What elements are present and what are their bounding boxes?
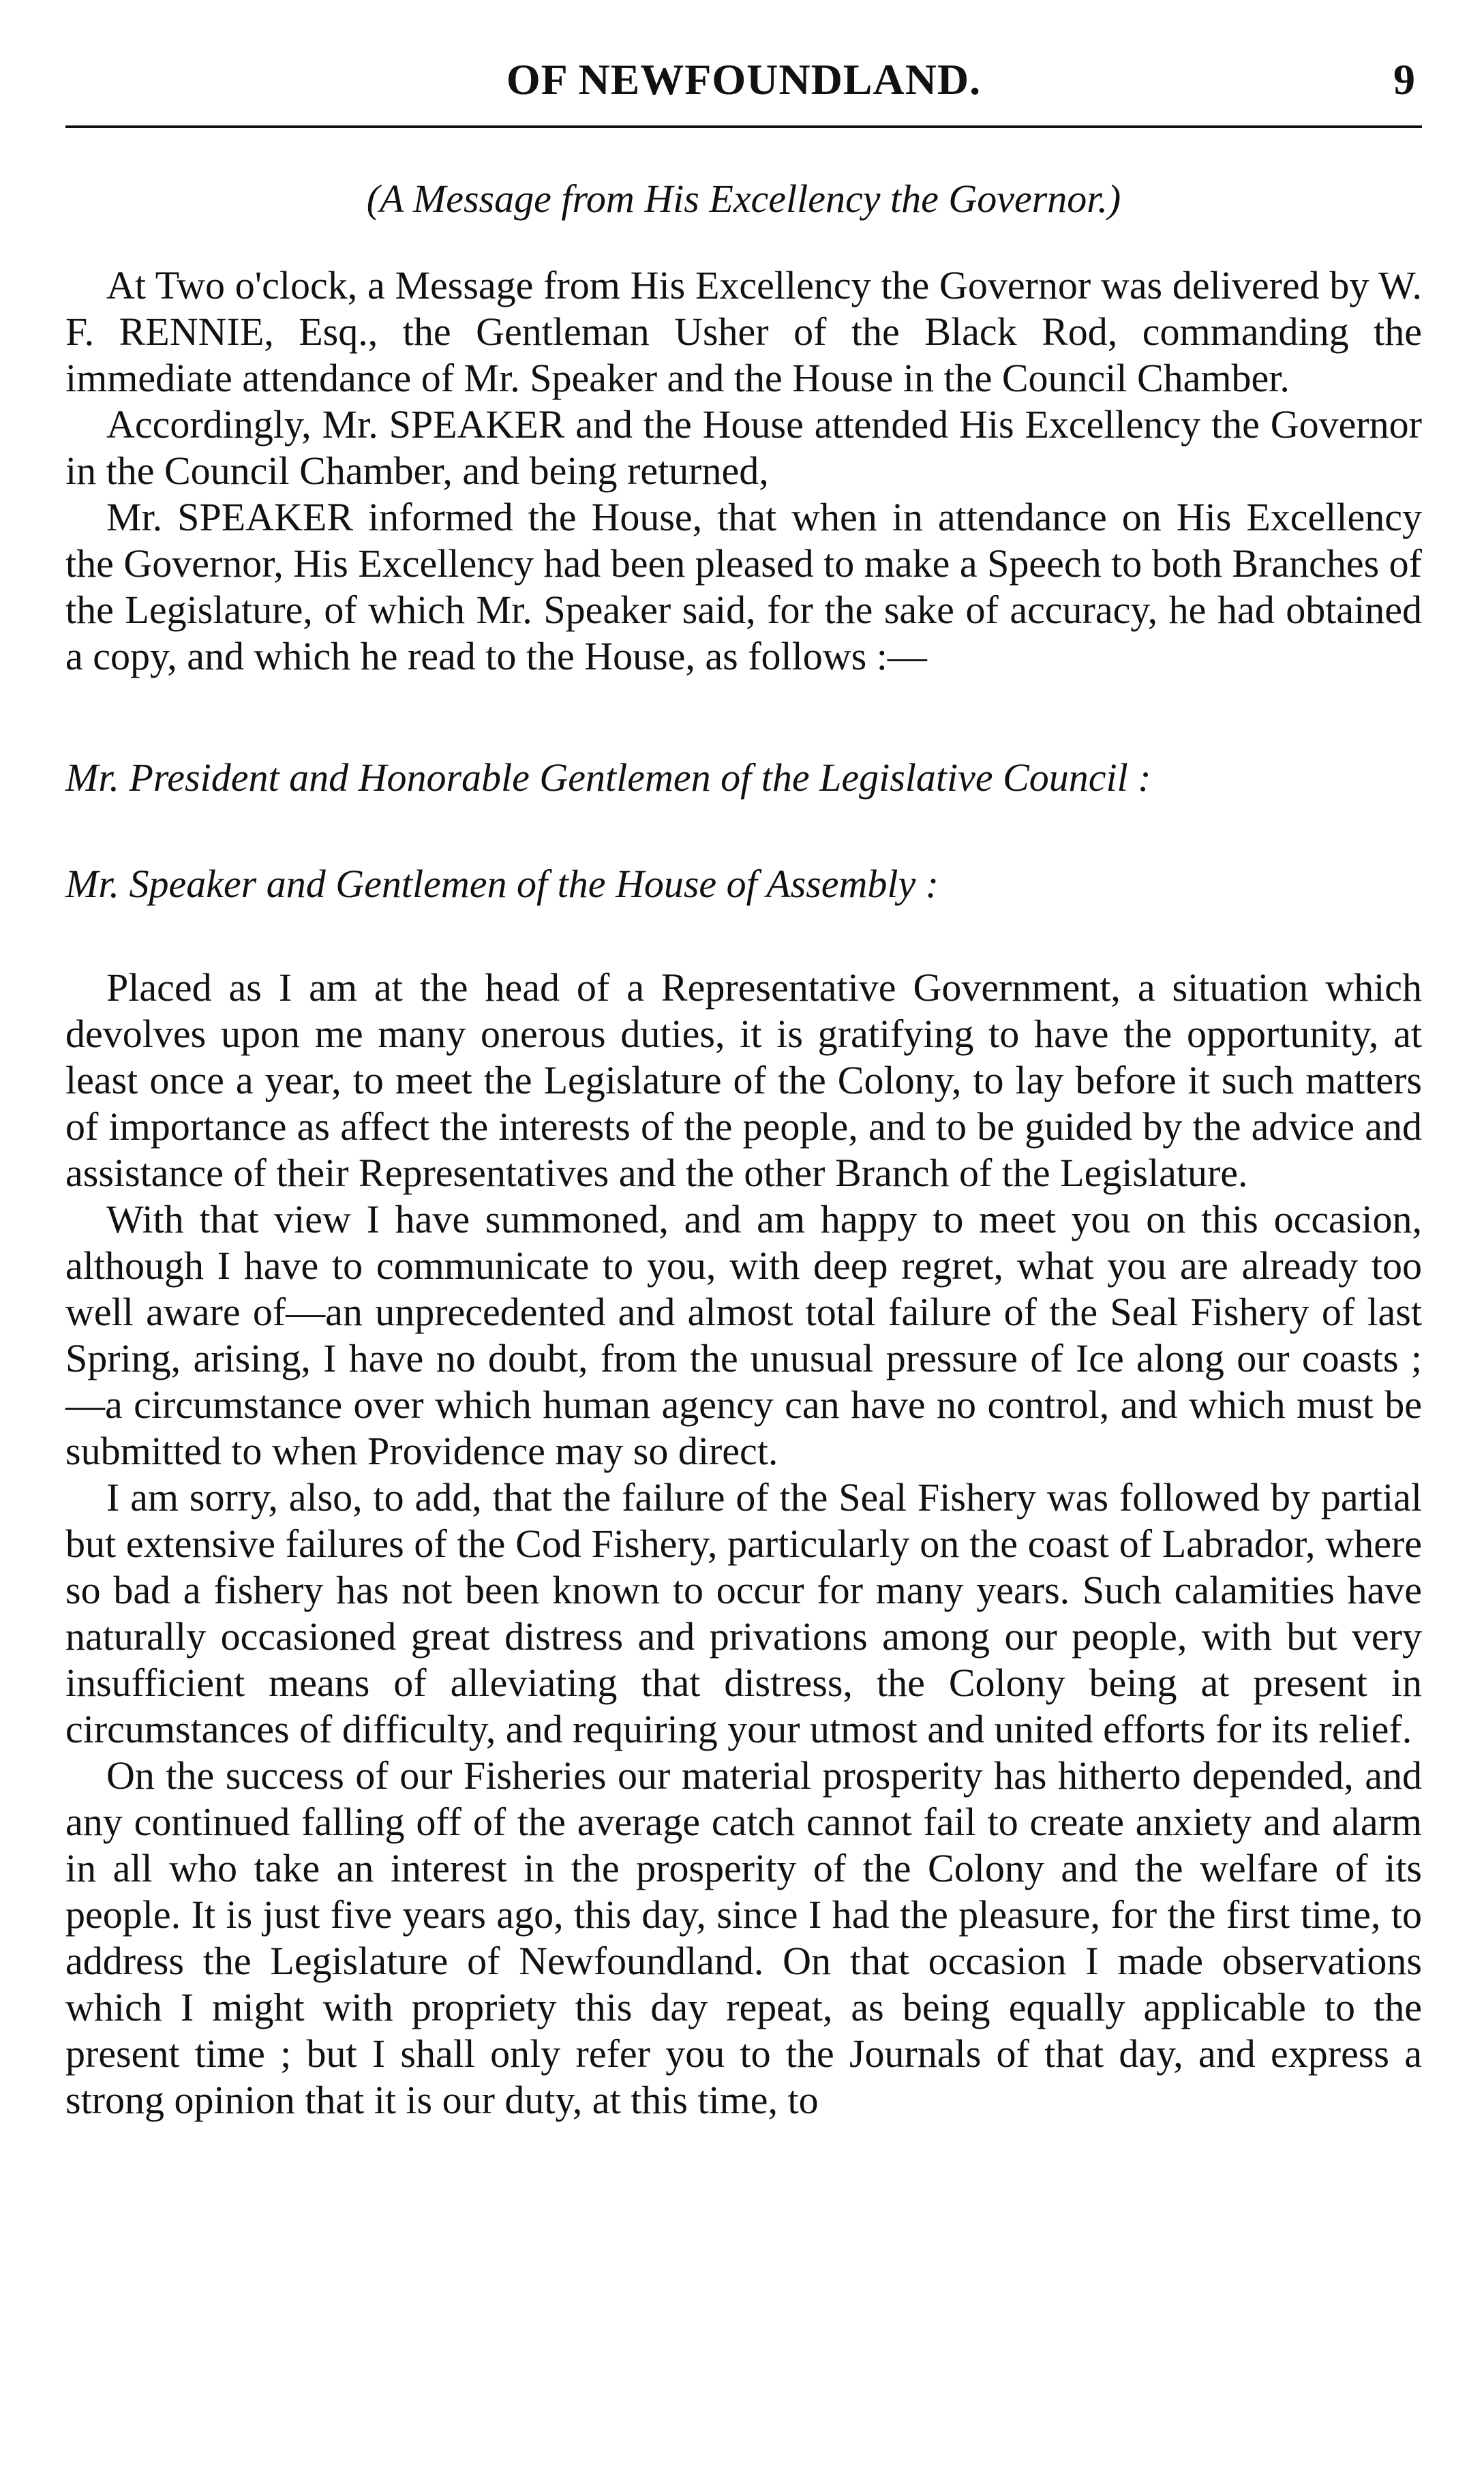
speech-paragraph-2: With that view I have summoned, and am happy to meet you on this occasion, although I have to communicate to you, with deep regret, what you are already too well aware of—an unprecedented and almost total failure of the Seal Fishery of last Spring, arising, I have no doubt, from the unusual pressure of Ice along our coasts ;—a circumstance over which human agency can have no control, and which must be submitted to when Providence may so direct. (65, 1197, 1422, 1473)
journal-page (65, 48, 1422, 2123)
paragraph-intro-1: At Two o'clock, a Message from His Excellency the Governor was delivered by W. F. RENNIE, Esq., the Gentleman Usher of the Black Rod, commanding the immediate attendance of Mr. Speaker and the House in the Council Chamber. (65, 263, 1422, 400)
running-head (65, 48, 1422, 123)
address-council: Mr. President and Honorable Gentlemen of the Legislative Council : (65, 755, 1151, 800)
speech-paragraph-4: On the success of our Fisheries our material prosperity has hitherto depended, and any continued falling off of the average catch cannot fail to create anxiety and alarm in all who take an interest in the prosperity of the Colony and the welfare of its people. It is just five years ago, this day, since I had the pleasure, for the first time, to address the Legislature of Newfoundland. On that occasion I made observations which I might with propriety this day repeat, as being equally applicable to the present time ; but I shall only refer you to the Journals of that day, and express a strong opinion that it is our duty, at this time, to (65, 1753, 1422, 2122)
page-number: 9 (1393, 55, 1415, 104)
header-rule (65, 125, 1422, 128)
speech-paragraph-3: I am sorry, also, to add, that the failure of the Seal Fishery was followed by partial but extensive failures of the Cod Fishery, particularly on the coast of Labrador, where so bad a fishery has not been known to occur for many years. Such calamities have naturally occasioned great distress and privations among our people, with but very insufficient means of alleviating that distress, the Colony being at present in circumstances of difficulty, and requiring your utmost and united efforts for its relief. (65, 1475, 1422, 1751)
running-title: OF NEWFOUNDLAND. (506, 55, 982, 104)
speech-paragraph-1: Placed as I am at the head of a Representative Government, a situation which devolves upon me many onerous duties, it is gratifying to have the opportunity, at least once a year, to meet the Legislature of the Colony, to lay before it such matters of importance as affect the interests of the people, and to be guided by the advice and assistance of their Representatives and the other Branch of the Legislature. (65, 965, 1422, 1195)
address-assembly: Mr. Speaker and Gentlemen of the House of Assembly : (65, 862, 939, 906)
paragraph-intro-2: Accordingly, Mr. SPEAKER and the House attended His Excellency the Governor in the Council Chamber, and being returned, (65, 402, 1422, 493)
paragraph-intro-3: Mr. SPEAKER informed the House, that when in attendance on His Excellency the Governor, His Excellency had been pleased to make a Speech to both Branches of the Legislature, of which Mr. Speaker said, for the sake of accuracy, he had obtained a copy, and which he read to the House, as follows :— (65, 495, 1422, 678)
section-heading: (A Message from His Excellency the Governor.) (366, 177, 1121, 221)
